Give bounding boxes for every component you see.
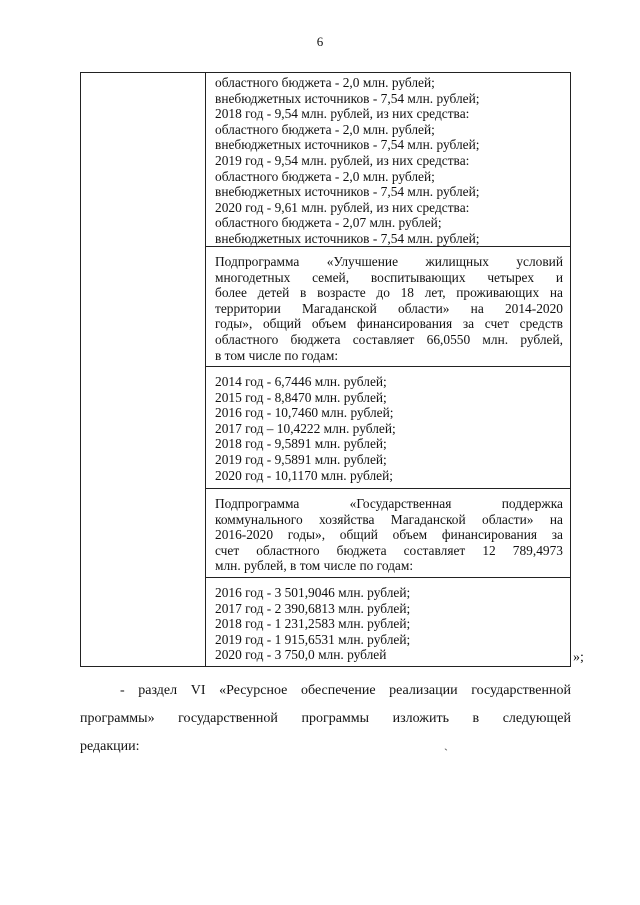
cell-subprogram-utilities [205, 488, 570, 577]
table-line: 2020 год - 10,1170 млн. рублей; [215, 467, 393, 483]
table-line: 2019 год - 9,5891 млн. рублей; [215, 451, 387, 467]
table-line: Подпрограмма «Улучшение жилищных условий [215, 254, 563, 269]
table-line: 2020 год - 9,61 млн. рублей, из них средства: [215, 199, 470, 215]
table-line: 2016 год - 10,7460 млн. рублей; [215, 405, 394, 421]
paragraph-line: - раздел VI «Ресурсное обеспечение реализации государственной [120, 683, 571, 698]
table-line: в том числе по годам: [215, 347, 339, 363]
table-line: 2014 год - 6,7446 млн. рублей; [215, 374, 387, 389]
table-line: 2017 год - 2 390,6813 млн. рублей; [215, 600, 411, 616]
table-line: млн. рублей, в том числе по годам: [215, 558, 414, 574]
financing-table [80, 72, 571, 667]
amendment-paragraph [80, 677, 571, 761]
table-line: внебюджетных источников - 7,54 млн. рублей; [215, 184, 480, 200]
table-line: областного бюджета составляет 66,0550 млн. рублей, [215, 331, 563, 347]
table-line: 2019 год - 1 915,6531 млн. рублей; [215, 631, 411, 647]
table-line: областного бюджета - 2,0 млн. рублей; [215, 121, 435, 137]
table-line: областного бюджета - 2,0 млн. рублей; [215, 168, 435, 184]
table-line: 2018 год - 9,5891 млн. рублей; [215, 436, 387, 452]
paragraph-line: редакции: [80, 739, 140, 754]
table-line: более детей в возрасте до 18 лет, проживающих на [215, 285, 563, 301]
stray-mark: ˏ [444, 737, 448, 751]
table-line: внебюджетных источников - 7,54 млн. рублей; [215, 90, 480, 106]
table-line: многодетных семей, воспитывающих четырех и [215, 269, 563, 285]
table-line: коммунального хозяйства Магаданской области» на [215, 511, 563, 527]
table-line: внебюджетных источников - 7,54 млн. рублей; [215, 137, 480, 153]
table-line: 2018 год - 1 231,2583 млн. рублей; [215, 616, 411, 632]
table-line: 2015 год - 8,8470 млн. рублей; [215, 389, 387, 405]
table-line: областного бюджета - 2,07 млн. рублей; [215, 215, 442, 231]
table-line: 2017 год – 10,4222 млн. рублей; [215, 420, 396, 436]
table-line: 2019 год - 9,54 млн. рублей, из них средства: [215, 152, 470, 168]
table-line: территории Магаданской области» на 2014-2020 [215, 300, 563, 316]
table-line: 2020 год - 3 750,0 млн. рублей [215, 647, 387, 663]
table-line: областного бюджета - 2,0 млн. рублей; [215, 75, 435, 90]
table-line: Подпрограмма «Государственная поддержка [215, 496, 563, 511]
table-line: внебюджетных источников - 7,54 млн. рублей; [215, 230, 480, 246]
paragraph-line: программы» государственной программы изложить в следующей [80, 711, 571, 726]
table-line: счет областного бюджета составляет 12 789,4973 [215, 542, 563, 558]
cell-utilities-by-year [205, 577, 570, 666]
table-line: 2016 год - 3 501,9046 млн. рублей; [215, 585, 411, 600]
closing-quote: »; [573, 650, 584, 665]
cell-regional-and-extrabudgetary [205, 75, 570, 246]
cell-subprogram-large-families [205, 246, 570, 366]
cell-large-families-by-year [205, 366, 570, 488]
page-number: 6 [316, 34, 324, 49]
table-line: 2018 год - 9,54 млн. рублей, из них средства: [215, 106, 470, 122]
table-line: годы», общий объем финансирования за счет средств [215, 316, 563, 332]
table-line: 2016-2020 годы», общий объем финансирования за [215, 527, 563, 543]
